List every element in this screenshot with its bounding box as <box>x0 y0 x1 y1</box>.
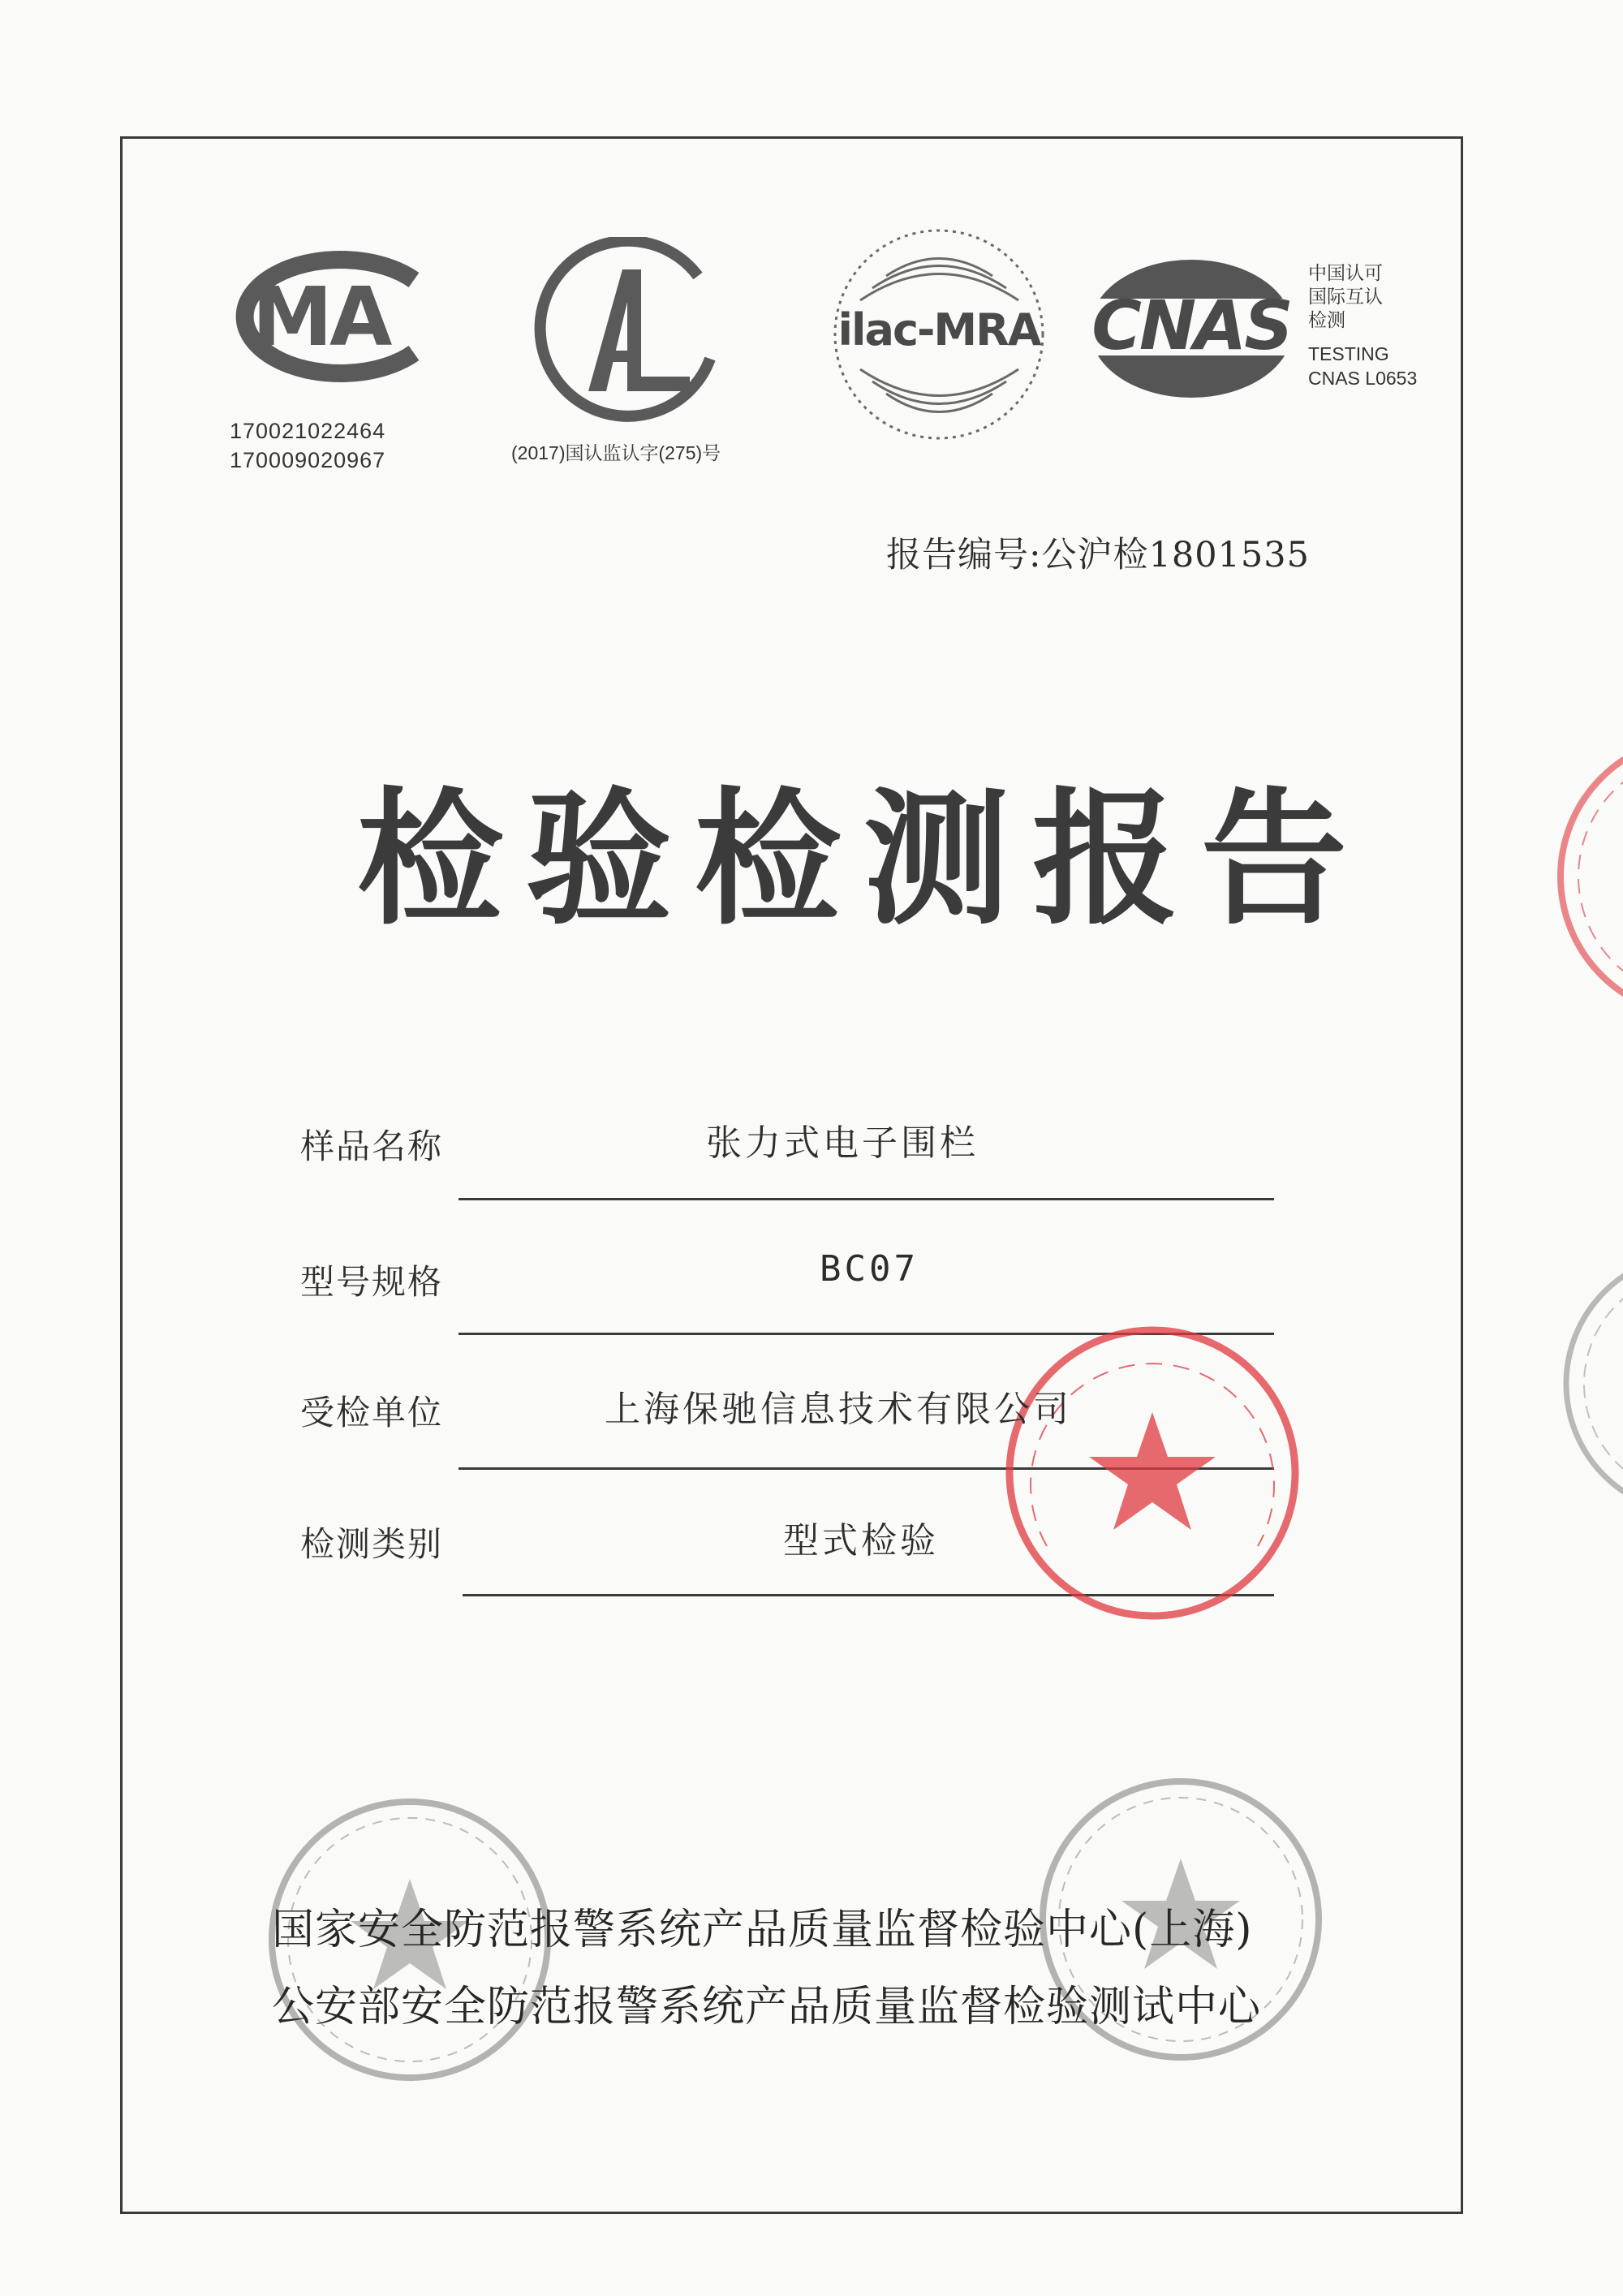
cma-number-2: 170009020967 <box>230 448 386 472</box>
field-value-sample-name: 张力式电子围栏 <box>706 1122 979 1164</box>
edge-seal-gray-icon <box>1550 1250 1623 1518</box>
ilac-mra-text: ilac-MRA <box>837 304 1040 355</box>
cma-logo-icon <box>199 248 442 386</box>
edge-seal-red-icon <box>1546 730 1623 1023</box>
cnas-note-5: CNAS L0653 <box>1308 368 1418 389</box>
cnas-note-2: 国际互认 <box>1308 286 1383 307</box>
company-seal-icon <box>998 1319 1307 1627</box>
cnas-note-1: 中国认可 <box>1308 262 1383 283</box>
cnas-note-3: 检测 <box>1308 309 1345 330</box>
cal-number: (2017)国认监认字(275)号 <box>511 442 721 463</box>
issuer-line-2: 公安部安全防范报警系统产品质量监督检验测试中心 <box>272 1983 1262 2031</box>
cnas-note-4: TESTING <box>1308 343 1389 364</box>
cal-logo-icon <box>532 237 734 428</box>
field-underline-1 <box>458 1198 1274 1200</box>
cma-number-1: 170021022464 <box>230 419 386 443</box>
field-label-model: 型号规格 <box>300 1262 444 1302</box>
cnas-logo-icon <box>1078 243 1305 414</box>
svg-text:MA: MA <box>252 269 390 364</box>
issuer-line-1: 国家安全防范报警系统产品质量监督检验中心(上海) <box>272 1906 1253 1954</box>
field-label-inspection-type: 检测类别 <box>300 1524 444 1564</box>
field-value-inspected-unit: 上海保驰信息技术有限公司 <box>605 1389 1072 1430</box>
field-label-inspected-unit: 受检单位 <box>300 1393 444 1432</box>
field-label-sample-name: 样品名称 <box>300 1126 444 1166</box>
cnas-text: CNAS <box>1091 286 1291 365</box>
ilac-mra-logo-icon <box>828 223 1051 446</box>
report-title: 检验检测报告 <box>357 775 1371 945</box>
report-number: 报告编号:公沪检1801535 <box>886 535 1310 575</box>
field-value-inspection-type: 型式检验 <box>783 1520 939 1562</box>
field-value-model: BC07 <box>820 1248 919 1290</box>
